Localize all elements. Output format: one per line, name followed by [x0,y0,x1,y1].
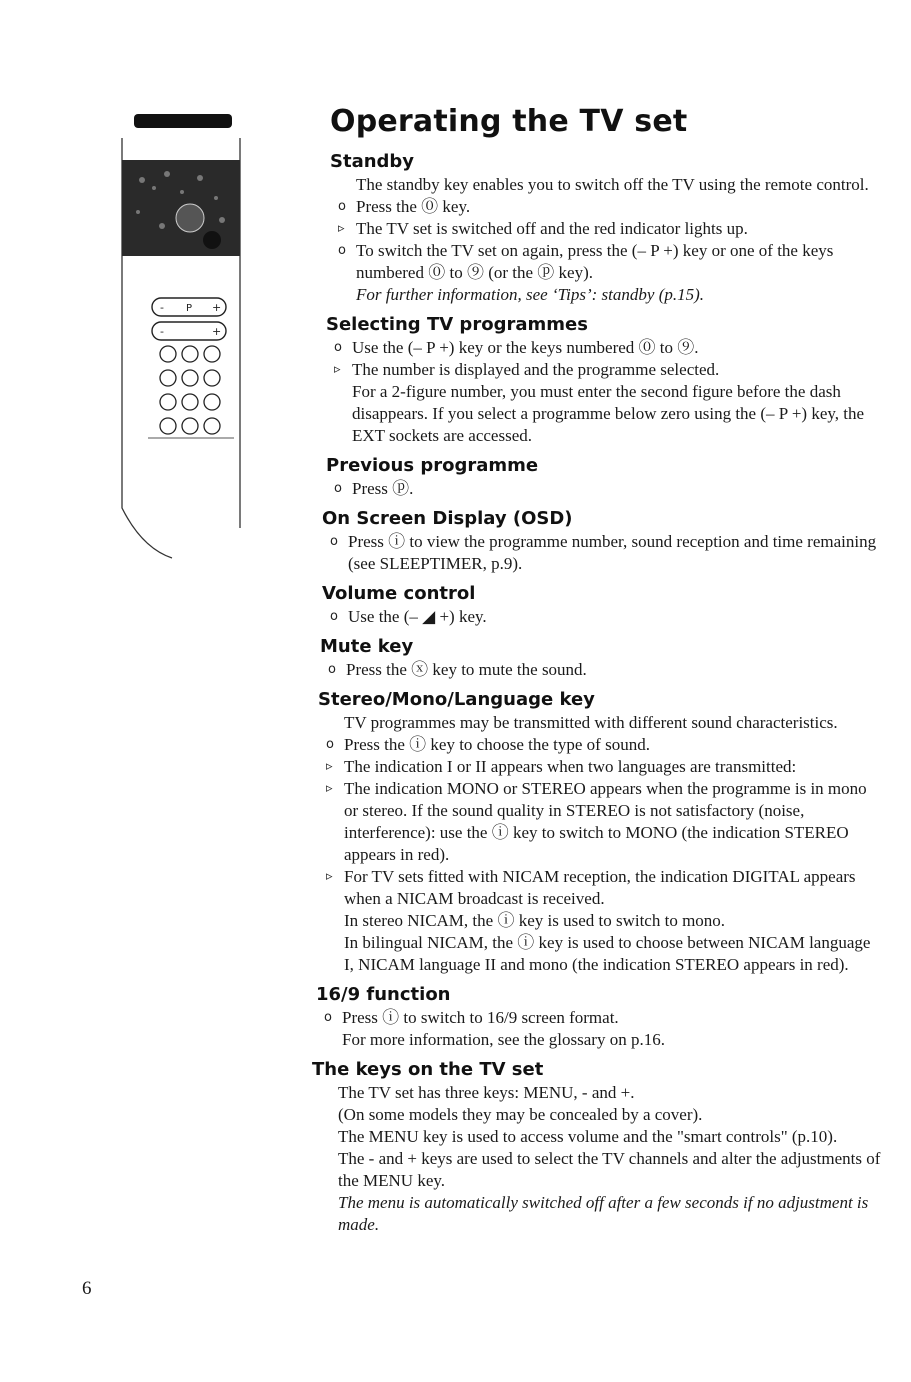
bullet-icon: o [338,243,346,258]
text-line [326,359,882,381]
text-line [318,910,882,932]
text-line [330,284,882,306]
line-text: In stereo NICAM, the ⓘ key is used to switch to mono. [344,911,726,930]
section [322,583,882,628]
line-text: Press the ⓘ key to choose the type of sound. [344,735,650,754]
remote-control-illustration [112,108,252,568]
text-line [326,381,882,447]
line-text: Press ⓟ. [352,479,414,498]
result-arrow-icon: ▹ [334,362,341,377]
section-heading: 16/9 function [316,984,451,1005]
line-text: TV programmes may be transmitted with different sound characteristics. [344,713,838,732]
line-text: Press ⓘ to switch to 16/9 screen format. [342,1008,619,1027]
text-line [326,337,882,359]
section [318,689,882,976]
svg-text:+: + [212,301,222,314]
line-text: To switch the TV set on again, press the (– P +) key or one of the keys numbered ⓪ to ⑨ (or the ⓟ key). [356,241,834,282]
section-heading: Previous programme [326,455,539,476]
section [316,984,882,1051]
line-text: The - and + keys are used to select the TV channels and alter the adjustments of the MENU key. [338,1149,881,1190]
main-content [292,104,882,1244]
section-heading: Mute key [320,636,414,657]
line-text: The menu is automatically switched off after a few seconds if no adjustment is made. [338,1193,869,1234]
text-line [312,1104,882,1126]
page-number: 6 [82,1278,92,1299]
text-line [320,659,882,681]
text-line [316,1007,882,1029]
sections-container [292,151,882,1236]
line-text: Use the (– P +) key or the keys numbered ⓪ to ⑨. [352,338,699,357]
section [330,151,882,306]
remote-control-icon [112,108,252,568]
section [322,508,882,575]
text-line [312,1126,882,1148]
text-line [318,866,882,910]
section [312,1059,882,1236]
text-line [318,712,882,734]
svg-text:-: - [160,325,164,338]
bullet-icon: o [330,609,338,624]
text-line [312,1082,882,1104]
text-line [312,1148,882,1192]
section-heading: Volume control [322,583,476,604]
section-heading: Standby [330,151,415,172]
text-line [326,478,882,500]
line-text: Press the ⓧ key to mute the sound. [346,660,587,679]
line-text: The indication I or II appears when two languages are transmitted: [344,757,797,776]
text-line [330,218,882,240]
text-line [312,1192,882,1236]
line-text: For further information, see ‘Tips’: standby (p.15). [356,285,705,304]
text-line [330,240,882,284]
text-line [322,531,882,575]
line-text: For a 2-figure number, you must enter the second figure before the dash disappears. If you select a programme below zero using the (– P +) key, the EXT sockets are accessed. [352,382,865,445]
section [326,455,882,500]
section-heading: Selecting TV programmes [326,314,588,335]
bullet-icon: o [338,199,346,214]
line-text: Use the (– ◢ +) key. [348,607,487,626]
line-text: The MENU key is used to access volume and the "smart controls" (p.10). [338,1127,838,1146]
bullet-icon: o [330,534,338,549]
line-text: Press ⓘ to view the programme number, sound reception and time remaining (see SLEEPTIMER, p.9). [348,532,877,573]
bullet-icon: o [328,662,336,677]
bullet-icon: o [334,340,342,355]
text-line [330,196,882,218]
result-arrow-icon: ▹ [326,759,333,774]
text-line [318,932,882,976]
section-heading: The keys on the TV set [312,1059,544,1080]
line-text: The TV set is switched off and the red indicator lights up. [356,219,748,238]
text-line [318,778,882,866]
text-line [316,1029,882,1051]
line-text: For more information, see the glossary on p.16. [342,1030,665,1049]
line-text: In bilingual NICAM, the ⓘ key is used to choose between NICAM language I, NICAM language II and mono (the indication STEREO appears in red). [344,933,871,974]
line-text: The standby key enables you to switch off the TV using the remote control. [356,175,869,194]
section-heading: On Screen Display (OSD) [322,508,573,529]
bullet-icon: o [324,1010,332,1025]
bullet-icon: o [326,737,334,752]
section-heading: Stereo/Mono/Language key [318,689,595,710]
result-arrow-icon: ▹ [338,221,345,236]
text-line [330,174,882,196]
section [320,636,882,681]
result-arrow-icon: ▹ [326,869,333,884]
svg-text:P: P [185,303,193,314]
section [326,314,882,447]
bullet-icon: o [334,481,342,496]
text-line [318,734,882,756]
line-text: For TV sets fitted with NICAM reception, the indication DIGITAL appears when a NICAM broadcast is received. [344,867,856,908]
line-text: Press the ⓪ key. [356,197,471,216]
svg-text:-: - [160,301,164,314]
svg-text:+: + [212,325,222,338]
page-title: Operating the TV set [330,104,688,139]
result-arrow-icon: ▹ [326,781,333,796]
text-line [318,756,882,778]
line-text: (On some models they may be concealed by a cover). [338,1105,703,1124]
line-text: The indication MONO or STEREO appears when the programme is in mono or stereo. If the sound quality in STEREO is not satisfactory (noise, interference): use the ⓘ key to switch to MONO (the indication STEREO appears in red). [344,779,867,864]
line-text: The number is displayed and the programme selected. [352,360,720,379]
text-line [322,606,882,628]
line-text: The TV set has three keys: MENU, - and +. [338,1083,635,1102]
